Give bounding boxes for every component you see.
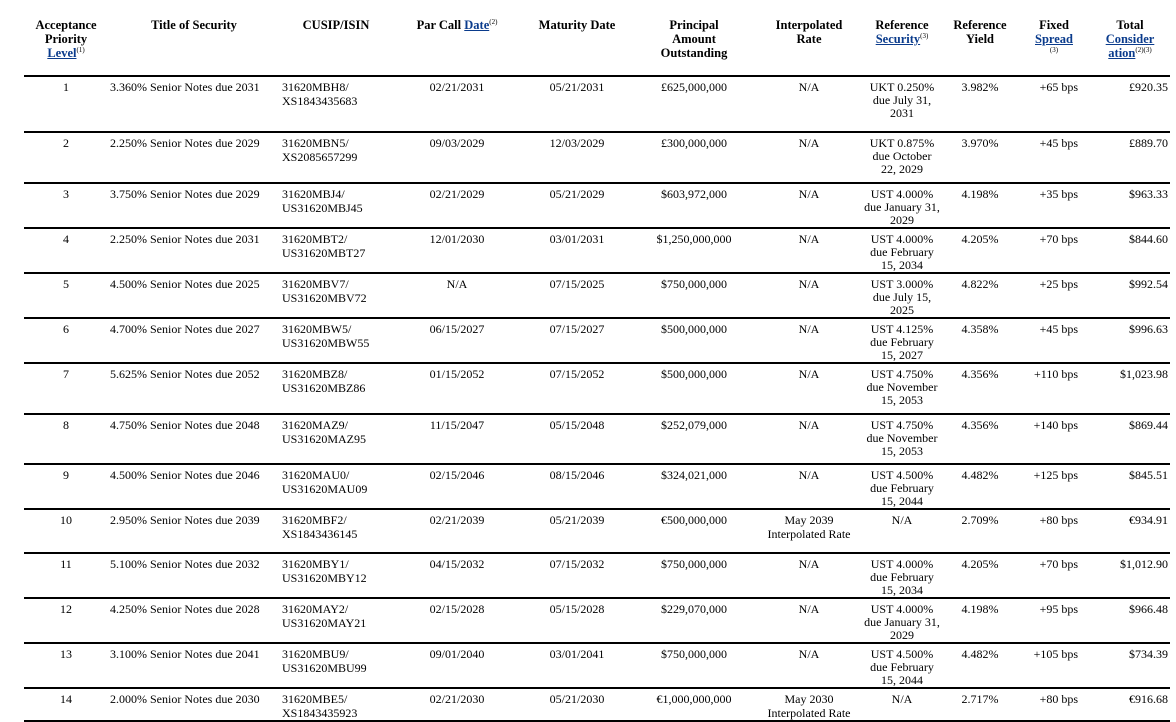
security-title-cell: 5.625% Senior Notes due 2052 [108, 363, 280, 414]
security-title-cell: 5.100% Senior Notes due 2032 [108, 553, 280, 598]
isin-code: US31620MAU09 [282, 481, 368, 496]
cusip-isin-cell [280, 643, 392, 688]
maturity-date-cell: 05/21/2031 [522, 76, 632, 132]
header-principal-amount [632, 18, 756, 76]
principal-amount-cell: €1,000,000,000 [632, 688, 756, 721]
reference-security-cell: UST 4.000% due January 31, 2029 [862, 183, 942, 228]
cusip-isin-cell [280, 509, 392, 553]
reference-security-cell: UST 4.500% due February 15, 2044 [862, 643, 942, 688]
table-body [24, 76, 1170, 721]
principal-amount-cell: £625,000,000 [632, 76, 756, 132]
cusip-isin-cell [280, 553, 392, 598]
total-consideration-cell: $1,023.98 [1090, 363, 1170, 414]
par-call-date-cell: 02/15/2046 [392, 464, 522, 509]
maturity-date-cell: 08/15/2046 [522, 464, 632, 509]
reference-security-cell: UKT 0.250% due July 31, 2031 [862, 76, 942, 132]
priority-cell: 7 [24, 363, 108, 414]
priority-cell: 11 [24, 553, 108, 598]
security-title-cell: 4.500% Senior Notes due 2025 [108, 273, 280, 318]
header-text: Interpolated [775, 18, 843, 32]
maturity-date-cell: 03/01/2031 [522, 228, 632, 273]
par-call-date-cell: 09/01/2040 [392, 643, 522, 688]
maturity-date-cell: 05/15/2048 [522, 414, 632, 464]
security-title-cell: 3.100% Senior Notes due 2041 [108, 643, 280, 688]
reference-yield-cell: 3.970% [942, 132, 1018, 183]
isin-code: US31620MBW55 [282, 335, 370, 350]
header-title-of-security: Title of Security [151, 18, 237, 32]
header-text: Rate [796, 32, 822, 46]
table-row [24, 76, 1170, 132]
cusip-isin-cell [280, 598, 392, 643]
maturity-date-cell: 07/15/2025 [522, 273, 632, 318]
cusip-code: 31620MBU9/ [282, 647, 349, 661]
interpolated-rate-cell: N/A [756, 464, 862, 509]
header-text: Acceptance [35, 18, 97, 32]
maturity-date-cell: 05/21/2039 [522, 509, 632, 553]
principal-amount-cell: $603,972,000 [632, 183, 756, 228]
priority-cell: 3 [24, 183, 108, 228]
principal-amount-cell: $324,021,000 [632, 464, 756, 509]
cusip-isin-cell [280, 228, 392, 273]
header-text: Fixed [1039, 18, 1069, 32]
total-consideration-cell: $1,012.90 [1090, 553, 1170, 598]
total-consideration-cell: $996.63 [1090, 318, 1170, 363]
priority-cell: 5 [24, 273, 108, 318]
header-text: Total [1116, 18, 1144, 32]
security-title-cell: 3.360% Senior Notes due 2031 [108, 76, 280, 132]
priority-cell: 10 [24, 509, 108, 553]
maturity-date-cell: 07/15/2032 [522, 553, 632, 598]
reference-security-cell: UST 4.500% due February 15, 2044 [862, 464, 942, 509]
reference-security-cell: UST 4.000% due February 15, 2034 [862, 553, 942, 598]
header-text: Reference [875, 18, 929, 32]
cusip-isin-cell [280, 464, 392, 509]
header-cusip-isin: CUSIP/ISIN [302, 18, 370, 32]
principal-amount-cell: $1,250,000,000 [632, 228, 756, 273]
interpolated-rate-cell: May 2039 Interpolated Rate [756, 509, 862, 553]
reference-yield-cell: 3.982% [942, 76, 1018, 132]
header-par-call-date [392, 18, 522, 76]
priority-cell: 4 [24, 228, 108, 273]
principal-amount-cell: $229,070,000 [632, 598, 756, 643]
principal-amount-cell: $750,000,000 [632, 273, 756, 318]
cusip-code: 31620MAY2/ [282, 602, 349, 616]
tender-offer-table [24, 18, 1170, 722]
par-call-date-cell: 09/03/2029 [392, 132, 522, 183]
table-row [24, 509, 1170, 553]
reference-yield-cell: 4.356% [942, 414, 1018, 464]
security-title-cell: 2.000% Senior Notes due 2030 [108, 688, 280, 721]
table-row [24, 688, 1170, 721]
security-title-cell: 4.750% Senior Notes due 2048 [108, 414, 280, 464]
priority-cell: 12 [24, 598, 108, 643]
cusip-isin-cell [280, 318, 392, 363]
fixed-spread-cell: +35 bps [1018, 183, 1090, 228]
priority-cell: 1 [24, 76, 108, 132]
par-call-date-cell: 04/15/2032 [392, 553, 522, 598]
header-link[interactable]: Consider [1105, 32, 1155, 46]
par-call-date-cell: 02/21/2030 [392, 688, 522, 721]
reference-yield-cell: 2.709% [942, 509, 1018, 553]
header-text: Principal [669, 18, 719, 32]
par-call-date-cell: 12/01/2030 [392, 228, 522, 273]
security-title-cell: 2.250% Senior Notes due 2029 [108, 132, 280, 183]
cusip-isin-cell [280, 688, 392, 721]
header-link[interactable]: Security [875, 32, 921, 46]
total-consideration-cell: $963.33 [1090, 183, 1170, 228]
priority-cell: 13 [24, 643, 108, 688]
table-row [24, 598, 1170, 643]
reference-security-cell: UST 4.125% due February 15, 2027 [862, 318, 942, 363]
principal-amount-cell: $500,000,000 [632, 363, 756, 414]
cusip-isin-cell [280, 132, 392, 183]
total-consideration-cell: £889.70 [1090, 132, 1170, 183]
cusip-isin-cell [280, 363, 392, 414]
fixed-spread-cell: +70 bps [1018, 228, 1090, 273]
reference-security-cell: UST 4.750% due November 15, 2053 [862, 363, 942, 414]
isin-code: US31620MBU99 [282, 660, 367, 675]
reference-security-cell: UST 3.000% due July 15, 2025 [862, 273, 942, 318]
total-consideration-cell: €916.68 [1090, 688, 1170, 721]
cusip-isin-cell [280, 183, 392, 228]
total-consideration-cell: $844.60 [1090, 228, 1170, 273]
interpolated-rate-cell: May 2030 Interpolated Rate [756, 688, 862, 721]
par-call-date-cell: 02/21/2029 [392, 183, 522, 228]
header-link[interactable]: Date [464, 18, 490, 32]
par-call-date-cell: 02/21/2039 [392, 509, 522, 553]
principal-amount-cell: €500,000,000 [632, 509, 756, 553]
header-reference-yield [942, 18, 1018, 76]
header-text: Priority [44, 32, 88, 46]
fixed-spread-cell: +80 bps [1018, 509, 1090, 553]
footnote-marker: (3) [920, 31, 929, 40]
table-row [24, 273, 1170, 318]
table-header-row [24, 18, 1170, 76]
cusip-code: 31620MBF2/ [282, 513, 347, 527]
interpolated-rate-cell: N/A [756, 363, 862, 414]
interpolated-rate-cell: N/A [756, 273, 862, 318]
isin-code: US31620MBJ45 [282, 200, 363, 215]
security-title-cell: 4.700% Senior Notes due 2027 [108, 318, 280, 363]
reference-yield-cell: 4.482% [942, 464, 1018, 509]
fixed-spread-cell: +125 bps [1018, 464, 1090, 509]
interpolated-rate-cell: N/A [756, 643, 862, 688]
table-row [24, 318, 1170, 363]
par-call-date-cell: 02/15/2028 [392, 598, 522, 643]
header-text: Reference [953, 18, 1007, 32]
principal-amount-cell: $500,000,000 [632, 318, 756, 363]
maturity-date-cell: 05/21/2030 [522, 688, 632, 721]
isin-code: XS1843435923 [282, 705, 358, 720]
cusip-code: 31620MBW5/ [282, 322, 352, 336]
principal-amount-cell: $750,000,000 [632, 553, 756, 598]
header-link[interactable]: Spread [1035, 32, 1073, 46]
cusip-isin-cell [280, 414, 392, 464]
table-row [24, 132, 1170, 183]
fixed-spread-cell: +140 bps [1018, 414, 1090, 464]
interpolated-rate-cell: N/A [756, 553, 862, 598]
fixed-spread-cell: +80 bps [1018, 688, 1090, 721]
fixed-spread-cell: +70 bps [1018, 553, 1090, 598]
reference-yield-cell: 4.358% [942, 318, 1018, 363]
par-call-date-cell: N/A [392, 273, 522, 318]
reference-security-cell: UST 4.750% due November 15, 2053 [862, 414, 942, 464]
par-call-date-cell: 11/15/2047 [392, 414, 522, 464]
header-acceptance-priority [24, 18, 108, 76]
principal-amount-cell: $750,000,000 [632, 643, 756, 688]
total-consideration-cell: €934.91 [1090, 509, 1170, 553]
table-row [24, 183, 1170, 228]
reference-security-cell: UKT 0.875% due October 22, 2029 [862, 132, 942, 183]
reference-security-cell: UST 4.000% due January 31, 2029 [862, 598, 942, 643]
interpolated-rate-cell: N/A [756, 76, 862, 132]
header-text: Par Call [416, 18, 465, 32]
fixed-spread-cell: +65 bps [1018, 76, 1090, 132]
fixed-spread-cell: +45 bps [1018, 132, 1090, 183]
maturity-date-cell: 07/15/2052 [522, 363, 632, 414]
fixed-spread-cell: +45 bps [1018, 318, 1090, 363]
reference-yield-cell: 2.717% [942, 688, 1018, 721]
header-link[interactable]: ation [1108, 46, 1136, 60]
cusip-isin-cell [280, 273, 392, 318]
security-title-cell: 2.950% Senior Notes due 2039 [108, 509, 280, 553]
principal-amount-cell: $252,079,000 [632, 414, 756, 464]
footnote-marker: (3) [1049, 46, 1059, 54]
interpolated-rate-cell: N/A [756, 132, 862, 183]
reference-yield-cell: 4.482% [942, 643, 1018, 688]
isin-code: US31620MBT27 [282, 245, 366, 260]
reference-security-cell: UST 4.000% due February 15, 2034 [862, 228, 942, 273]
security-title-cell: 4.500% Senior Notes due 2046 [108, 464, 280, 509]
priority-cell: 9 [24, 464, 108, 509]
isin-code: US31620MBV72 [282, 290, 367, 305]
maturity-date-cell: 03/01/2041 [522, 643, 632, 688]
footnote-marker: (1) [76, 45, 85, 54]
cusip-code: 31620MBJ4/ [282, 187, 345, 201]
interpolated-rate-cell: N/A [756, 183, 862, 228]
cusip-code: 31620MAZ9/ [282, 418, 348, 432]
cusip-code: 31620MBN5/ [282, 136, 349, 150]
reference-yield-cell: 4.198% [942, 183, 1018, 228]
security-title-cell: 3.750% Senior Notes due 2029 [108, 183, 280, 228]
cusip-code: 31620MBE5/ [282, 692, 348, 706]
cusip-code: 31620MBV7/ [282, 277, 349, 291]
header-text: Amount [672, 32, 716, 46]
reference-security-cell: N/A [862, 688, 942, 721]
isin-code: XS1843436145 [282, 526, 358, 541]
maturity-date-cell: 07/15/2027 [522, 318, 632, 363]
table-row [24, 414, 1170, 464]
maturity-date-cell: 05/21/2029 [522, 183, 632, 228]
isin-code: US31620MAZ95 [282, 431, 367, 446]
isin-code: US31620MAY21 [282, 615, 367, 630]
total-consideration-cell: £920.35 [1090, 76, 1170, 132]
header-interpolated-rate [756, 18, 862, 76]
priority-cell: 6 [24, 318, 108, 363]
par-call-date-cell: 01/15/2052 [392, 363, 522, 414]
interpolated-rate-cell: N/A [756, 598, 862, 643]
cusip-code: 31620MBY1/ [282, 557, 349, 571]
isin-code: US31620MBY12 [282, 570, 367, 585]
reference-security-cell: N/A [862, 509, 942, 553]
cusip-code: 31620MBT2/ [282, 232, 348, 246]
priority-cell: 8 [24, 414, 108, 464]
total-consideration-cell: $845.51 [1090, 464, 1170, 509]
par-call-date-cell: 06/15/2027 [392, 318, 522, 363]
total-consideration-cell: $966.48 [1090, 598, 1170, 643]
total-consideration-cell: $869.44 [1090, 414, 1170, 464]
isin-code: US31620MBZ86 [282, 380, 366, 395]
reference-yield-cell: 4.205% [942, 228, 1018, 273]
header-fixed-spread [1018, 18, 1090, 76]
maturity-date-cell: 05/15/2028 [522, 598, 632, 643]
header-text: Yield [965, 32, 994, 46]
fixed-spread-cell: +25 bps [1018, 273, 1090, 318]
reference-yield-cell: 4.356% [942, 363, 1018, 414]
maturity-date-cell: 12/03/2029 [522, 132, 632, 183]
total-consideration-cell: $992.54 [1090, 273, 1170, 318]
header-reference-security [862, 18, 942, 76]
interpolated-rate-cell: N/A [756, 414, 862, 464]
header-maturity-date: Maturity Date [538, 18, 616, 32]
header-total-consideration [1090, 18, 1170, 76]
cusip-code: 31620MBZ8/ [282, 367, 348, 381]
principal-amount-cell: £300,000,000 [632, 132, 756, 183]
header-link[interactable]: Level [47, 46, 77, 60]
table-row [24, 643, 1170, 688]
isin-code: XS1843435683 [282, 93, 358, 108]
cusip-code: 31620MAU0/ [282, 468, 350, 482]
reference-yield-cell: 4.822% [942, 273, 1018, 318]
cusip-isin-cell [280, 76, 392, 132]
isin-code: XS2085657299 [282, 149, 358, 164]
priority-cell: 14 [24, 688, 108, 721]
header-text: Outstanding [660, 46, 728, 60]
interpolated-rate-cell: N/A [756, 318, 862, 363]
cusip-code: 31620MBH8/ [282, 80, 349, 94]
table-row [24, 363, 1170, 414]
footnote-marker: (2) [489, 17, 498, 26]
par-call-date-cell: 02/21/2031 [392, 76, 522, 132]
footnote-marker: (2)(3) [1135, 45, 1152, 54]
security-title-cell: 4.250% Senior Notes due 2028 [108, 598, 280, 643]
fixed-spread-cell: +110 bps [1018, 363, 1090, 414]
reference-yield-cell: 4.205% [942, 553, 1018, 598]
security-title-cell: 2.250% Senior Notes due 2031 [108, 228, 280, 273]
priority-cell: 2 [24, 132, 108, 183]
total-consideration-cell: $734.39 [1090, 643, 1170, 688]
table-row [24, 464, 1170, 509]
reference-yield-cell: 4.198% [942, 598, 1018, 643]
fixed-spread-cell: +95 bps [1018, 598, 1090, 643]
table-row [24, 553, 1170, 598]
fixed-spread-cell: +105 bps [1018, 643, 1090, 688]
table-row [24, 228, 1170, 273]
interpolated-rate-cell: N/A [756, 228, 862, 273]
